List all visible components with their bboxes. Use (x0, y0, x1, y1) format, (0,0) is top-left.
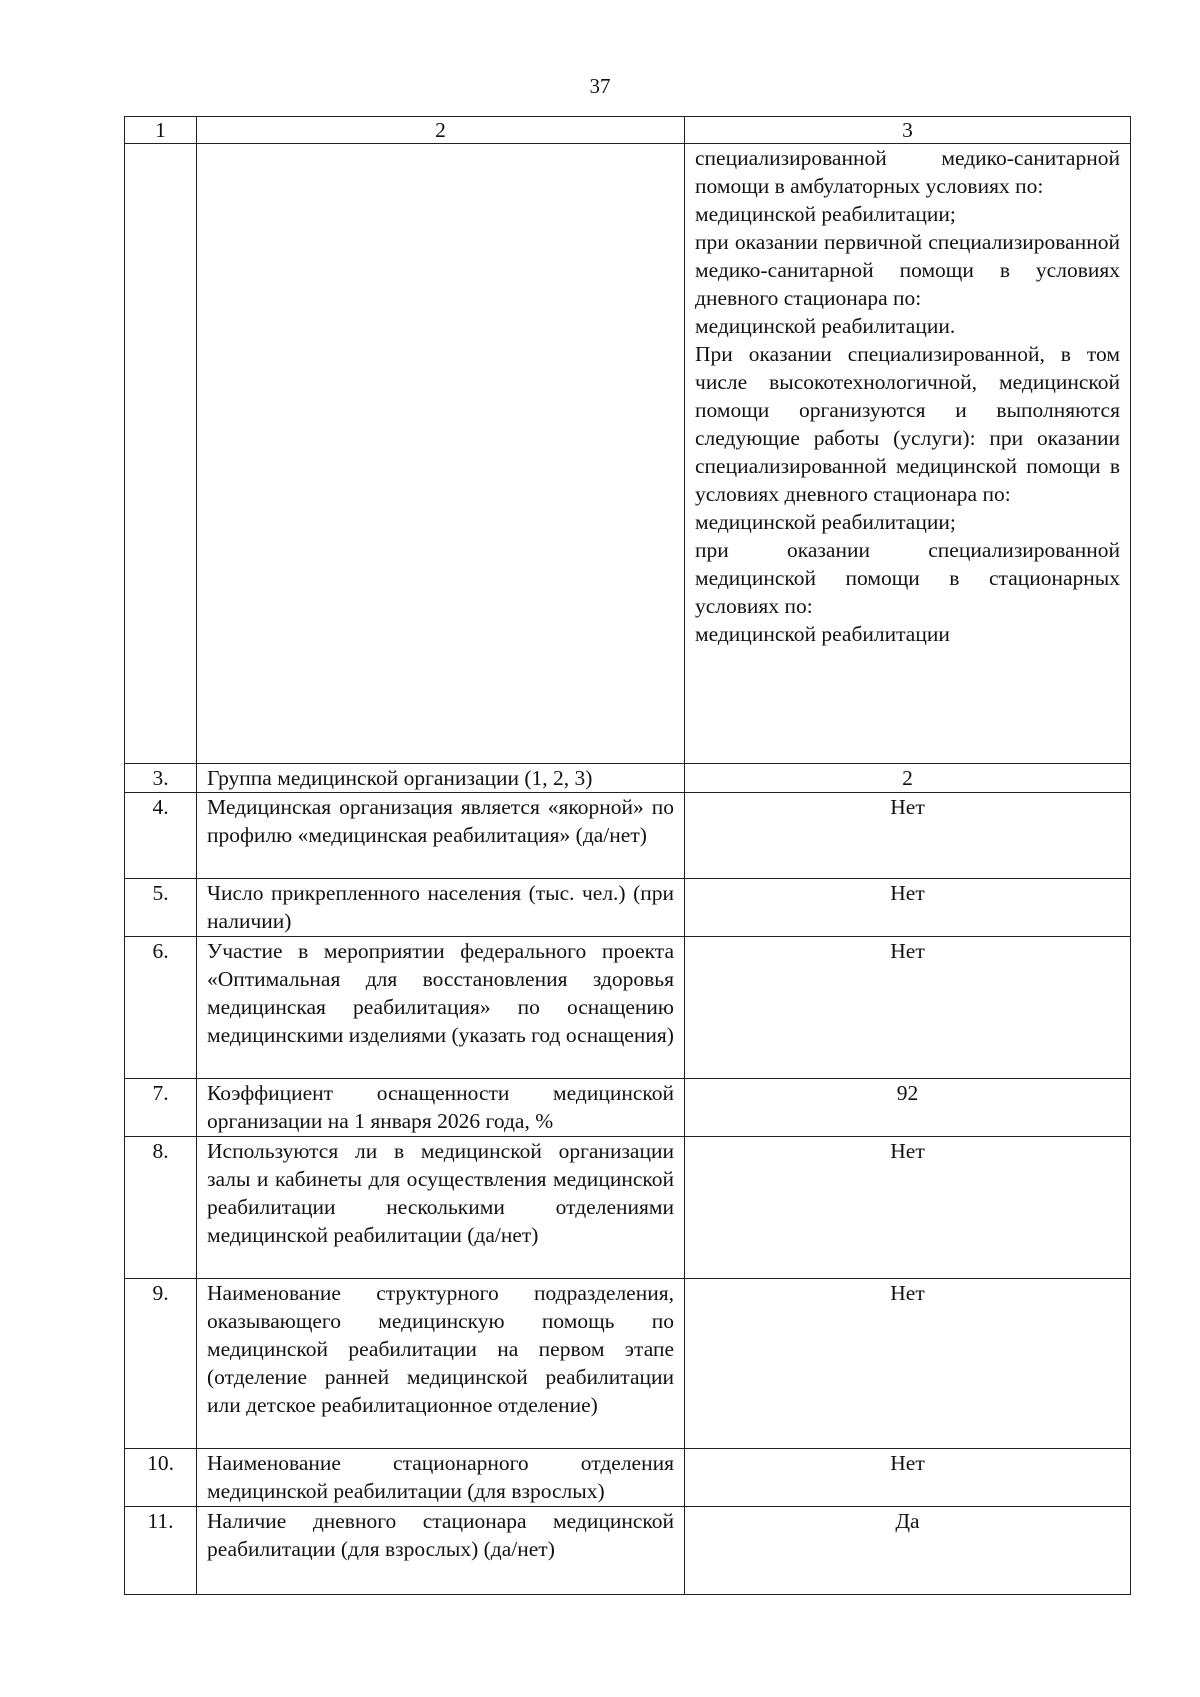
row-value: Нет (685, 1449, 1131, 1507)
continuation-paragraph: медицинской реабилитации; (695, 510, 956, 534)
row-value: Нет (685, 937, 1131, 1079)
row-value: Нет (685, 879, 1131, 937)
row-number: 6. (125, 937, 197, 1079)
row-description: Коэффициент оснащенности медицинской организации на 1 января 2026 года, % (197, 1079, 685, 1137)
row-number: 3. (125, 764, 197, 793)
row-number: 7. (125, 1079, 197, 1137)
table-row (125, 1279, 1131, 1449)
table-row (125, 1507, 1131, 1595)
row-number: 4. (125, 793, 197, 879)
continuation-text-cell (685, 144, 1131, 764)
continuation-row (125, 144, 1131, 764)
row-number: 11. (125, 1507, 197, 1595)
table-row (125, 793, 1131, 879)
table-row (125, 1079, 1131, 1137)
row-number: 9. (125, 1279, 197, 1449)
row-value: Нет (685, 793, 1131, 879)
continuation-desc-cell (197, 144, 685, 764)
row-description: Медицинская организация является «якорной» по профилю «медицинская реабилитация» (да/нет) (197, 793, 685, 879)
table-row (125, 937, 1131, 1079)
row-value: Да (685, 1507, 1131, 1595)
header-col-1: 1 (125, 117, 197, 144)
continuation-paragraph: медицинской реабилитации (695, 622, 950, 646)
row-number: 10. (125, 1449, 197, 1507)
continuation-paragraph: медицинской реабилитации; (695, 202, 956, 226)
table-row (125, 764, 1131, 793)
row-description: Число прикрепленного населения (тыс. чел.) (при наличии) (197, 879, 685, 937)
row-number: 8. (125, 1137, 197, 1279)
row-description: Наличие дневного стационара медицинской реабилитации (для взрослых) (да/нет) (197, 1507, 685, 1595)
continuation-paragraph: при оказании первичной специализированной медико-санитарной помощи в условиях дневного стационара по: (695, 230, 1120, 310)
row-value: 92 (685, 1079, 1131, 1137)
row-description: Наименование структурного подразделения, оказывающего медицинскую помощь по медицинской реабилитации на первом этапе (отделение ранней медицинской реабилитации или детское реабилитационное отделение) (197, 1279, 685, 1449)
row-value: Нет (685, 1137, 1131, 1279)
table-row (125, 1137, 1131, 1279)
table-row (125, 1449, 1131, 1507)
header-col-3: 3 (685, 117, 1131, 144)
continuation-paragraph: При оказании специализированной, в том числе высокотехнологичной, медицинской помощи организуются и выполняются следующие работы (услуги): при оказании специализированной медицинской помощи в условиях дневного стационара по: (695, 342, 1120, 506)
row-description: Наименование стационарного отделения медицинской реабилитации (для взрослых) (197, 1449, 685, 1507)
row-description: Группа медицинской организации (1, 2, 3) (197, 764, 685, 793)
header-col-2: 2 (197, 117, 685, 144)
row-value: Нет (685, 1279, 1131, 1449)
continuation-paragraph: специализированной медико-санитарной помощи в амбулаторных условиях по: (695, 146, 1120, 198)
row-description: Используются ли в медицинской организации залы и кабинеты для осуществления медицинской реабилитации несколькими отделениями медицинской реабилитации (да/нет) (197, 1137, 685, 1279)
row-description: Участие в мероприятии федерального проекта «Оптимальная для восстановления здоровья медицинская реабилитация» по оснащению медицинскими изделиями (указать год оснащения) (197, 937, 685, 1079)
row-number: 5. (125, 879, 197, 937)
table-row (125, 879, 1131, 937)
table-header-row (125, 117, 1131, 144)
data-table (124, 116, 1131, 1595)
continuation-num-cell (125, 144, 197, 764)
continuation-paragraph: при оказании специализированной медицинской помощи в стационарных условиях по: (695, 538, 1120, 618)
row-value: 2 (685, 764, 1131, 793)
page-number: 37 (589, 74, 611, 98)
continuation-paragraph: медицинской реабилитации. (695, 314, 956, 338)
